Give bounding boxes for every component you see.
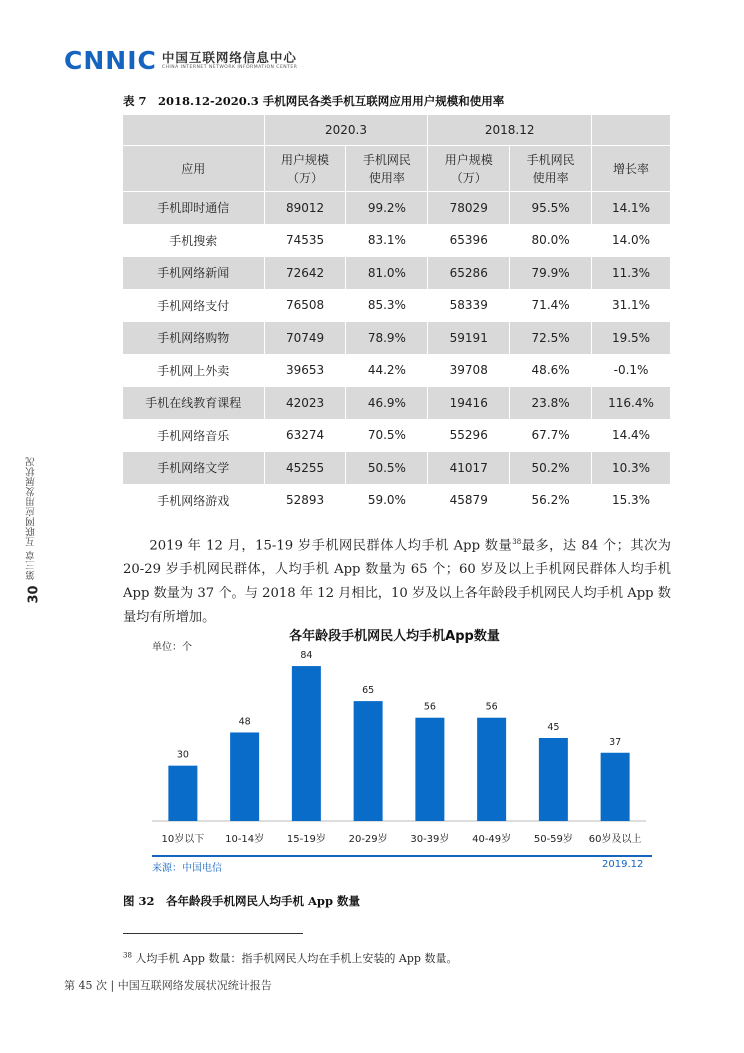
table-row bbox=[123, 419, 671, 452]
cell-rate-2018: 23.8% bbox=[510, 387, 592, 420]
cell-rate-2018: 56.2% bbox=[510, 484, 592, 517]
logo-mark: CNNIC bbox=[64, 46, 157, 75]
cell-users-2018: 45879 bbox=[428, 484, 510, 517]
table-row bbox=[123, 192, 671, 225]
cell-users-2020: 39653 bbox=[264, 354, 346, 387]
header-growth: 增长率 bbox=[592, 146, 671, 192]
category-tick-label: 10-14岁 bbox=[225, 834, 265, 845]
cell-rate-2020: 70.5% bbox=[346, 419, 428, 452]
footnote-divider bbox=[123, 933, 303, 934]
chart-bar bbox=[601, 753, 630, 821]
cell-growth: 31.1% bbox=[592, 289, 671, 322]
cell-users-2018: 41017 bbox=[428, 452, 510, 485]
cell-users-2020: 76508 bbox=[264, 289, 346, 322]
cell-users-2020: 72642 bbox=[264, 257, 346, 290]
cell-rate-2018: 71.4% bbox=[510, 289, 592, 322]
chart-bar bbox=[415, 718, 444, 821]
table-row bbox=[123, 452, 671, 485]
table-row bbox=[123, 484, 671, 517]
cell-app: 手机网络文学 bbox=[123, 452, 265, 485]
chart-date: 2019.12 bbox=[602, 859, 644, 870]
header-period-2018: 2018.12 bbox=[428, 115, 592, 146]
cell-users-2020: 63274 bbox=[264, 419, 346, 452]
cell-users-2020: 70749 bbox=[264, 322, 346, 355]
chart-bar bbox=[168, 766, 197, 821]
side-margin bbox=[24, 455, 44, 615]
cell-rate-2018: 50.2% bbox=[510, 452, 592, 485]
bar-value-label: 48 bbox=[238, 716, 251, 728]
bar-value-label: 45 bbox=[547, 722, 560, 733]
cell-growth: 14.4% bbox=[592, 419, 671, 452]
cell-rate-2018: 95.5% bbox=[510, 192, 592, 225]
category-tick-label: 15-19岁 bbox=[286, 834, 326, 845]
chart-source: 来源：中国电信 bbox=[152, 863, 222, 874]
paragraph-text-1: 2019 年 12 月，15-19 岁手机网民群体人均手机 App 数量 bbox=[149, 538, 513, 554]
bar-value-label: 30 bbox=[176, 749, 189, 761]
cell-app: 手机搜索 bbox=[123, 224, 265, 257]
cell-rate-2018: 67.7% bbox=[510, 419, 592, 452]
category-tick-label: 10岁以下 bbox=[161, 834, 205, 845]
header-period-2020: 2020.3 bbox=[264, 115, 428, 146]
chart-title: 各年龄段手机网民人均手机App数量 bbox=[289, 629, 500, 644]
header-rate-2018: 手机网民 使用率 bbox=[510, 146, 592, 192]
cell-rate-2020: 59.0% bbox=[346, 484, 428, 517]
cell-users-2018: 65286 bbox=[428, 257, 510, 290]
figure-caption: 图 32 各年龄段手机网民人均手机 App 数量 bbox=[123, 894, 361, 908]
header-users-2020: 用户规模 （万） bbox=[264, 146, 346, 192]
category-tick-label: 40-49岁 bbox=[472, 834, 512, 845]
cell-app: 手机网络音乐 bbox=[123, 419, 265, 452]
cell-growth: 14.1% bbox=[592, 192, 671, 225]
cell-users-2018: 59191 bbox=[428, 322, 510, 355]
chart-bar bbox=[354, 701, 383, 821]
chart-canvas bbox=[122, 615, 667, 877]
header-blank-right bbox=[592, 115, 671, 146]
cell-users-2020: 52893 bbox=[264, 484, 346, 517]
footnote-text: 人均手机 App 数量：指手机网民人均在手机上安装的 App 数量。 bbox=[131, 952, 458, 965]
table-caption: 表 7 2018.12-2020.3 手机网民各类手机互联网应用用户规模和使用率 bbox=[123, 94, 505, 108]
chart-unit-label: 单位：个 bbox=[152, 642, 192, 653]
bar-value-label: 84 bbox=[300, 650, 313, 662]
chart-bar bbox=[477, 718, 506, 821]
cell-app: 手机网上外卖 bbox=[123, 354, 265, 387]
cell-rate-2020: 46.9% bbox=[346, 387, 428, 420]
chart-bar bbox=[292, 666, 321, 821]
cell-growth: 19.5% bbox=[592, 322, 671, 355]
category-tick-label: 50-59岁 bbox=[533, 834, 573, 845]
cell-growth: 15.3% bbox=[592, 484, 671, 517]
category-tick-label: 60岁及以上 bbox=[588, 834, 642, 845]
cell-growth: 11.3% bbox=[592, 257, 671, 290]
app-count-chart bbox=[122, 615, 667, 877]
paragraph-text-2: 最多，达 84 个；其次为 20-29 岁手机网民群体，人均手机 App 数量为 65 个；60 岁及以上手机网民群体人均手机 App 数量为 37 个。与 2018 年 12 月相比，10 岁及以上各年龄段手机网民人均手机 App 数量均有所增加。 bbox=[123, 538, 671, 626]
cell-growth: 10.3% bbox=[592, 452, 671, 485]
cell-rate-2020: 99.2% bbox=[346, 192, 428, 225]
cnnic-logo bbox=[64, 48, 297, 73]
header-app: 应用 bbox=[123, 146, 265, 192]
cell-rate-2018: 79.9% bbox=[510, 257, 592, 290]
cell-users-2018: 58339 bbox=[428, 289, 510, 322]
chart-bar bbox=[230, 732, 259, 821]
cell-app: 手机网络游戏 bbox=[123, 484, 265, 517]
cell-users-2020: 74535 bbox=[264, 224, 346, 257]
cell-users-2018: 65396 bbox=[428, 224, 510, 257]
table-row bbox=[123, 322, 671, 355]
footnote bbox=[123, 950, 457, 966]
table-row bbox=[123, 354, 671, 387]
cell-rate-2020: 44.2% bbox=[346, 354, 428, 387]
table-row bbox=[123, 257, 671, 290]
cell-rate-2018: 48.6% bbox=[510, 354, 592, 387]
cell-app: 手机即时通信 bbox=[123, 192, 265, 225]
chart-bar bbox=[539, 738, 568, 821]
cell-rate-2020: 85.3% bbox=[346, 289, 428, 322]
cell-rate-2018: 80.0% bbox=[510, 224, 592, 257]
header-blank bbox=[123, 115, 265, 146]
table-row bbox=[123, 224, 671, 257]
cell-rate-2020: 78.9% bbox=[346, 322, 428, 355]
page-number: 30 bbox=[26, 585, 42, 604]
cell-rate-2020: 81.0% bbox=[346, 257, 428, 290]
bar-value-label: 56 bbox=[423, 701, 436, 713]
logo-english-name: CHINA INTERNET NETWORK INFORMATION CENTER bbox=[161, 64, 298, 70]
header-rate-2020: 手机网民 使用率 bbox=[346, 146, 428, 192]
chart-divider bbox=[152, 855, 652, 857]
bar-value-label: 37 bbox=[609, 736, 622, 748]
cell-app: 手机网络支付 bbox=[123, 289, 265, 322]
cell-rate-2020: 50.5% bbox=[346, 452, 428, 485]
cell-users-2020: 42023 bbox=[264, 387, 346, 420]
cell-rate-2020: 83.1% bbox=[346, 224, 428, 257]
cell-users-2018: 55296 bbox=[428, 419, 510, 452]
chapter-label: 第三章 互联网应用发展状况 bbox=[26, 456, 37, 580]
bar-value-label: 65 bbox=[362, 685, 375, 697]
cell-app: 手机网络新闻 bbox=[123, 257, 265, 290]
cell-rate-2018: 72.5% bbox=[510, 322, 592, 355]
logo-chinese-name: 中国互联网络信息中心 bbox=[161, 49, 297, 65]
header-users-2018: 用户规模 （万） bbox=[428, 146, 510, 192]
cell-users-2018: 39708 bbox=[428, 354, 510, 387]
logo-text bbox=[162, 51, 298, 71]
bar-value-label: 56 bbox=[485, 701, 498, 713]
cell-users-2018: 78029 bbox=[428, 192, 510, 225]
page-footer: 第 45 次 | 中国互联网络发展状况统计报告 bbox=[64, 979, 272, 992]
table-row bbox=[123, 387, 671, 420]
footnote-ref[interactable]: 38 bbox=[512, 538, 522, 546]
footnote-number: 38 bbox=[123, 951, 132, 960]
app-usage-table bbox=[122, 114, 671, 517]
cell-users-2020: 45255 bbox=[264, 452, 346, 485]
cell-app: 手机在线教育课程 bbox=[123, 387, 265, 420]
cell-users-2020: 89012 bbox=[264, 192, 346, 225]
cell-growth: -0.1% bbox=[592, 354, 671, 387]
cell-users-2018: 19416 bbox=[428, 387, 510, 420]
cell-growth: 14.0% bbox=[592, 224, 671, 257]
category-tick-label: 30-39岁 bbox=[410, 834, 450, 845]
category-tick-label: 20-29岁 bbox=[348, 834, 388, 845]
table-row bbox=[123, 289, 671, 322]
cell-app: 手机网络购物 bbox=[123, 322, 265, 355]
cell-growth: 116.4% bbox=[592, 387, 671, 420]
